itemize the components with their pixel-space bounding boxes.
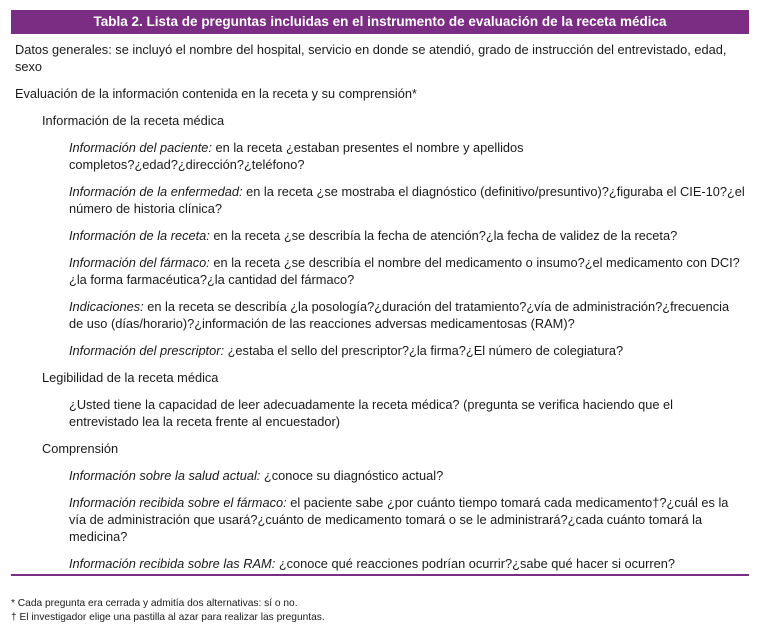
item-text: en la receta ¿se mostraba el diagnóstico (definitivo/presuntivo)?¿figuraba el CIE-10?¿el número de historia clínica? [69, 184, 745, 216]
footnotes [11, 597, 325, 625]
item-text: en la receta ¿se describía la fecha de atención?¿la fecha de validez de la receta? [209, 228, 678, 243]
comprehension-item-health [69, 467, 745, 484]
item-label: Información del paciente: [69, 140, 212, 155]
legibility-item: ¿Usted tiene la capacidad de leer adecuadamente la receta médica? (pregunta se verifica haciendo que el entrevistado lea la receta frente al encuestador) [69, 397, 673, 429]
item-label: Información recibida sobre las RAM: [69, 556, 276, 571]
info-item-prescriber [69, 342, 745, 359]
item-label: Información del prescriptor: [69, 343, 225, 358]
table-body [11, 34, 749, 576]
footnote-dagger: † El investigador elige una pastilla al azar para realizar las preguntas. [11, 612, 325, 623]
item-label: Información del fármaco: [69, 255, 210, 270]
info-item-indications [69, 298, 745, 332]
info-item-disease [69, 183, 745, 217]
questions-table [11, 10, 749, 576]
comprehension-item-ram [69, 555, 745, 572]
evaluation-heading: Evaluación de la información contenida en la receta y su comprensión* [15, 86, 417, 101]
item-label: Información de la receta: [69, 228, 210, 243]
legibility-section-heading: Legibilidad de la receta médica [42, 370, 219, 385]
item-label: Información recibida sobre el fármaco: [69, 495, 287, 510]
item-text: ¿conoce qué reacciones podrían ocurrir?¿sabe qué hacer si ocurren? [275, 556, 676, 571]
item-label: Información de la enfermedad: [69, 184, 243, 199]
footnote-asterisk: * Cada pregunta era cerrada y admitía dos alternativas: sí o no. [11, 598, 298, 609]
item-text: el paciente sabe ¿por cuánto tiempo tomará cada medicamento†?¿cuál es la vía de administración que usará?¿cuánto de medicamento tomará o se le administrará?¿cada cuánto tomará la medicina? [69, 495, 729, 544]
item-text: en la receta se describía ¿la posología?¿duración del tratamiento?¿vía de administración?¿frecuencia de uso (días/horario)?¿información de las reacciones adversas medicamentosas (RAM)? [69, 299, 730, 331]
item-text: ¿estaba el sello del prescriptor?¿la firma?¿El número de colegiatura? [224, 343, 624, 358]
table-title: Tabla 2. Lista de preguntas incluidas en el instrumento de evaluación de la receta médica [11, 10, 749, 34]
item-text: en la receta ¿estaban presentes el nombre y apellidos completos?¿edad?¿dirección?¿teléfono? [69, 140, 524, 172]
general-data-text: Datos generales: se incluyó el nombre del hospital, servicio en donde se atendió, grado de instrucción del entrevistado, edad, sexo [15, 42, 727, 74]
comprehension-section-heading: Comprensión [42, 441, 119, 456]
item-text: en la receta ¿se describía el nombre del medicamento o insumo?¿el medicamento con DCI?¿la forma farmacéutica?¿la cantidad del fármaco? [69, 255, 740, 287]
item-text: ¿conoce su diagnóstico actual? [260, 468, 444, 483]
info-item-drug [69, 254, 745, 288]
item-label: Información sobre la salud actual: [69, 468, 261, 483]
item-label: Indicaciones: [69, 299, 144, 314]
comprehension-item-drug [69, 494, 745, 545]
info-section-heading: Información de la receta médica [42, 113, 225, 128]
info-item-patient [69, 139, 745, 173]
info-item-prescription [69, 227, 745, 244]
